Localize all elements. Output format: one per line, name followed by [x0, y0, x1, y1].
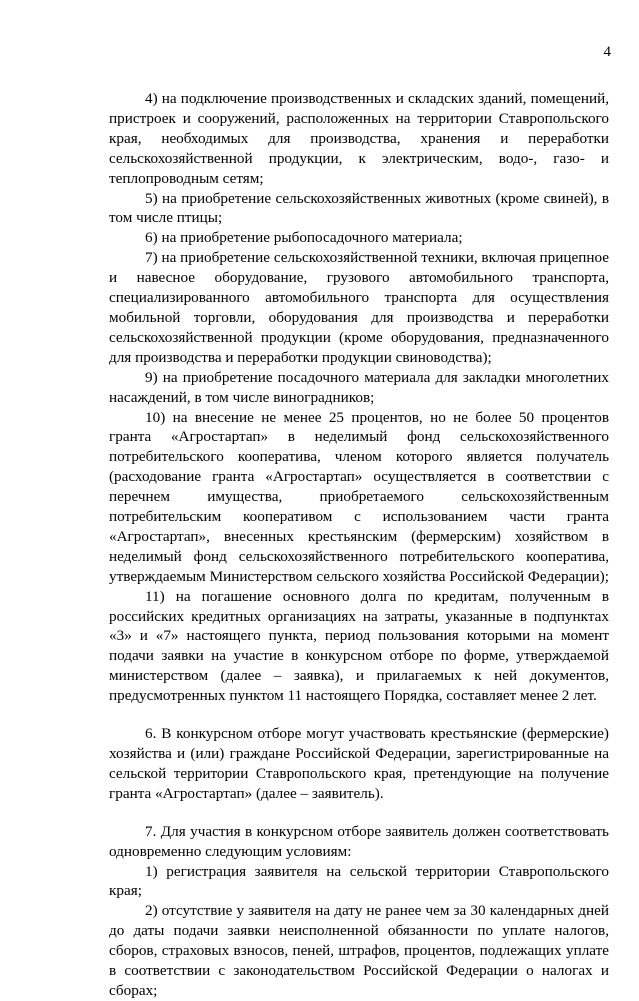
- paragraph-item-10: 10) на внесение не менее 25 процентов, но не более 50 процентов гранта «Агростартап» в неделимый фонд сельскохозяйственного потребительского кооператива, членом которого является получатель (расходование гранта «Агростартап» осуществляется в соответствии с перечнем имущества, приобретаемого сельскохозяйственным потребительским кооперативом с использованием части гранта «Агростартап», внесенных крестьянским (фермерским) хозяйством в неделимый фонд сельскохозяйственного потребительского кооператива, утверждаемым Министерством сельского хозяйства Российской Федерации);: [109, 408, 609, 585]
- paragraph-condition-2: 2) отсутствие у заявителя на дату не ранее чем за 30 календарных дней до даты подачи заявки неисполненной обязанности по уплате налогов, сборов, страховых взносов, пеней, штрафов, процентов, подлежащих уплате в соответствии с законодательством Российской Федерации о налогах и сборах;: [109, 902, 609, 999]
- paragraph-item-6: 6) на приобретение рыбопосадочного материала;: [145, 229, 463, 247]
- paragraph-item-7: 7) на приобретение сельскохозяйственной техники, включая прицепное и навесное оборудование, грузового автомобильного транспорта, специализированного автомобильного транспорта для осуществления мобильной торговли, оборудования для производства и переработки сельскохозяйственной продукции (кроме оборудования, предназначенного для производства и переработки продукции свиноводства);: [109, 249, 609, 366]
- document-body: [109, 89, 609, 1001]
- paragraph-item-11: 11) на погашение основного долга по кредитам, полученным в российских кредитных организациях на затраты, указанные в подпунктах «3» и «7» настоящего пункта, период пользования которыми на момент подачи заявки на участие в конкурсном отборе по форме, утверждаемой министерством (далее – заявка), и прилагаемых к ней документов, предусмотренных пунктом 11 настоящего Порядка, составляет менее 2 лет.: [109, 587, 609, 705]
- paragraph-condition-1: 1) регистрация заявителя на сельской территории Ставропольского края;: [109, 862, 609, 900]
- page-number: 4: [603, 44, 611, 60]
- paragraph-item-5: 5) на приобретение сельскохозяйственных животных (кроме свиней), в том числе птицы;: [109, 189, 609, 227]
- paragraph-item-4: 4) на подключение производственных и складских зданий, помещений, пристроек и сооружений, расположенных на территории Ставропольского края, необходимых для производства, хранения и переработки сельскохозяйственной продукции, к электрическим, водо-, газо- и теплопроводным сетям;: [109, 90, 609, 187]
- paragraph-clause-7: 7. Для участия в конкурсном отборе заявитель должен соответствовать одновременно следующим условиям:: [109, 822, 609, 860]
- paragraph-item-9: 9) на приобретение посадочного материала для закладки многолетних насаждений, в том числе виноградников;: [109, 368, 609, 406]
- paragraph-clause-6: 6. В конкурсном отборе могут участвовать крестьянские (фермерские) хозяйства и (или) граждане Российской Федерации, зарегистрированные на сельской территории Ставропольского края, претендующие на получение гранта «Агростартап» (далее – заявитель).: [109, 725, 609, 802]
